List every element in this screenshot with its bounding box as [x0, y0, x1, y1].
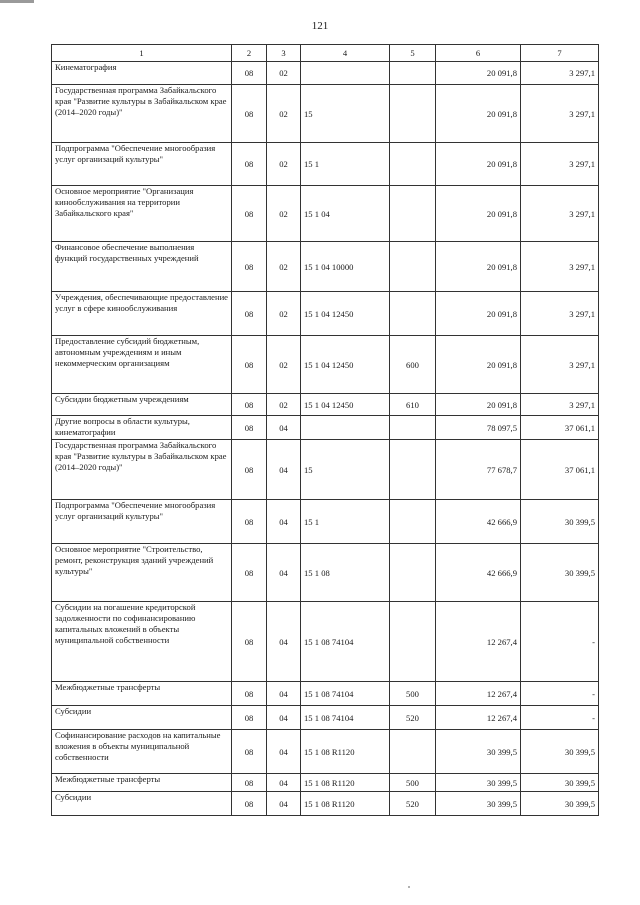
row-amount-2: 3 297,1 — [521, 394, 599, 416]
row-expense-type — [390, 730, 436, 774]
row-subsection: 02 — [267, 143, 301, 186]
row-name: Субсидии на погашение кредиторской задолженности по софинансированию капитальных вложений в объекты муниципальной собственности — [52, 602, 232, 682]
row-subsection: 02 — [267, 242, 301, 292]
table-row — [52, 242, 599, 292]
row-section: 08 — [232, 85, 267, 143]
row-section: 08 — [232, 544, 267, 602]
row-subsection: 04 — [267, 706, 301, 730]
row-section: 08 — [232, 792, 267, 816]
row-amount-1: 30 399,5 — [436, 730, 521, 774]
row-amount-2: 30 399,5 — [521, 730, 599, 774]
row-name: Субсидии — [52, 706, 232, 730]
row-amount-1: 20 091,8 — [436, 394, 521, 416]
row-subsection: 04 — [267, 774, 301, 792]
row-target-code: 15 1 — [301, 500, 390, 544]
budget-table — [51, 44, 599, 816]
row-section: 08 — [232, 774, 267, 792]
row-expense-type: 520 — [390, 706, 436, 730]
row-amount-2: 30 399,5 — [521, 792, 599, 816]
row-amount-1: 20 091,8 — [436, 292, 521, 336]
row-amount-1: 12 267,4 — [436, 682, 521, 706]
row-amount-1: 12 267,4 — [436, 602, 521, 682]
row-subsection: 02 — [267, 85, 301, 143]
row-expense-type: 500 — [390, 682, 436, 706]
row-target-code: 15 1 08 — [301, 544, 390, 602]
row-amount-2: - — [521, 682, 599, 706]
row-subsection: 04 — [267, 440, 301, 500]
row-section: 08 — [232, 706, 267, 730]
row-name: Софинансирование расходов на капитальные вложения в объекты муниципальной собственности — [52, 730, 232, 774]
row-name: Межбюджетные трансферты — [52, 682, 232, 706]
table-row — [52, 682, 599, 706]
row-target-code — [301, 416, 390, 440]
row-amount-1: 20 091,8 — [436, 62, 521, 85]
table-row — [52, 792, 599, 816]
row-name: Другие вопросы в области культуры, кинематографии — [52, 416, 232, 440]
row-amount-2: 30 399,5 — [521, 544, 599, 602]
header-cell: 7 — [521, 45, 599, 62]
row-amount-1: 30 399,5 — [436, 792, 521, 816]
row-name: Основное мероприятие "Строительство, ремонт, реконструкция зданий учреждений культуры" — [52, 544, 232, 602]
row-name: Субсидии — [52, 792, 232, 816]
row-amount-1: 20 091,8 — [436, 85, 521, 143]
row-amount-2: 3 297,1 — [521, 186, 599, 242]
row-subsection: 04 — [267, 544, 301, 602]
scan-speck — [408, 886, 410, 888]
header-cell: 3 — [267, 45, 301, 62]
row-expense-type — [390, 544, 436, 602]
row-name: Подпрограмма "Обеспечение многообразия услуг организаций культуры" — [52, 500, 232, 544]
row-amount-2: - — [521, 602, 599, 682]
row-target-code: 15 1 — [301, 143, 390, 186]
row-expense-type — [390, 440, 436, 500]
table-row — [52, 336, 599, 394]
row-amount-2: - — [521, 706, 599, 730]
row-subsection: 04 — [267, 792, 301, 816]
row-section: 08 — [232, 602, 267, 682]
row-amount-2: 3 297,1 — [521, 242, 599, 292]
row-expense-type — [390, 242, 436, 292]
row-expense-type: 610 — [390, 394, 436, 416]
row-expense-type — [390, 602, 436, 682]
row-subsection: 02 — [267, 62, 301, 85]
row-section: 08 — [232, 416, 267, 440]
row-target-code: 15 1 08 74104 — [301, 706, 390, 730]
row-name: Основное мероприятие "Организация кинообслуживания на территории Забайкальского края" — [52, 186, 232, 242]
table-row — [52, 544, 599, 602]
table-row — [52, 292, 599, 336]
row-amount-2: 3 297,1 — [521, 292, 599, 336]
table-row — [52, 186, 599, 242]
table-row — [52, 706, 599, 730]
row-target-code: 15 1 04 12450 — [301, 394, 390, 416]
row-target-code: 15 1 04 10000 — [301, 242, 390, 292]
row-amount-2: 3 297,1 — [521, 62, 599, 85]
row-target-code: 15 1 08 74104 — [301, 682, 390, 706]
row-name: Субсидии бюджетным учреждениям — [52, 394, 232, 416]
table-row — [52, 774, 599, 792]
row-section: 08 — [232, 62, 267, 85]
row-name: Государственная программа Забайкальского края "Развитие культуры в Забайкальском крае (2014–2020 годы)" — [52, 440, 232, 500]
row-target-code: 15 1 08 74104 — [301, 602, 390, 682]
row-expense-type: 600 — [390, 336, 436, 394]
table-row — [52, 143, 599, 186]
row-section: 08 — [232, 186, 267, 242]
row-expense-type — [390, 62, 436, 85]
row-target-code: 15 1 04 — [301, 186, 390, 242]
row-target-code: 15 1 08 R1120 — [301, 774, 390, 792]
row-amount-1: 42 666,9 — [436, 544, 521, 602]
header-cell: 6 — [436, 45, 521, 62]
row-section: 08 — [232, 500, 267, 544]
row-amount-2: 3 297,1 — [521, 143, 599, 186]
header-cell: 1 — [52, 45, 232, 62]
table-row — [52, 730, 599, 774]
row-amount-2: 30 399,5 — [521, 774, 599, 792]
row-section: 08 — [232, 730, 267, 774]
header-cell: 2 — [232, 45, 267, 62]
row-expense-type — [390, 416, 436, 440]
row-expense-type — [390, 143, 436, 186]
row-name: Государственная программа Забайкальского края "Развитие культуры в Забайкальском крае (2014–2020 годы)" — [52, 85, 232, 143]
row-amount-2: 3 297,1 — [521, 85, 599, 143]
table-row — [52, 85, 599, 143]
header-cell: 4 — [301, 45, 390, 62]
header-row — [52, 45, 599, 62]
row-expense-type: 500 — [390, 774, 436, 792]
row-section: 08 — [232, 440, 267, 500]
row-target-code: 15 1 04 12450 — [301, 292, 390, 336]
row-target-code — [301, 62, 390, 85]
row-target-code: 15 1 04 12450 — [301, 336, 390, 394]
table-row — [52, 440, 599, 500]
row-section: 08 — [232, 682, 267, 706]
row-amount-1: 20 091,8 — [436, 336, 521, 394]
table-row — [52, 602, 599, 682]
row-subsection: 04 — [267, 416, 301, 440]
row-section: 08 — [232, 143, 267, 186]
table-row — [52, 500, 599, 544]
row-expense-type — [390, 500, 436, 544]
row-name: Подпрограмма "Обеспечение многообразия услуг организаций культуры" — [52, 143, 232, 186]
row-target-code: 15 1 08 R1120 — [301, 730, 390, 774]
row-section: 08 — [232, 336, 267, 394]
row-subsection: 04 — [267, 730, 301, 774]
page-number: 121 — [311, 20, 329, 32]
row-section: 08 — [232, 242, 267, 292]
row-subsection: 02 — [267, 394, 301, 416]
row-target-code: 15 — [301, 85, 390, 143]
row-amount-1: 20 091,8 — [436, 186, 521, 242]
row-amount-1: 12 267,4 — [436, 706, 521, 730]
row-name: Учреждения, обеспечивающие предоставление услуг в сфере кинообслуживания — [52, 292, 232, 336]
table-row — [52, 62, 599, 85]
row-expense-type — [390, 186, 436, 242]
row-section: 08 — [232, 394, 267, 416]
row-name: Межбюджетные трансферты — [52, 774, 232, 792]
row-amount-2: 37 061,1 — [521, 440, 599, 500]
row-subsection: 04 — [267, 602, 301, 682]
row-amount-2: 3 297,1 — [521, 336, 599, 394]
row-amount-1: 20 091,8 — [436, 242, 521, 292]
row-target-code: 15 1 08 R1120 — [301, 792, 390, 816]
row-amount-1: 77 678,7 — [436, 440, 521, 500]
row-target-code: 15 — [301, 440, 390, 500]
row-amount-2: 37 061,1 — [521, 416, 599, 440]
row-section: 08 — [232, 292, 267, 336]
row-name: Кинематография — [52, 62, 232, 85]
row-expense-type — [390, 85, 436, 143]
row-amount-1: 78 097,5 — [436, 416, 521, 440]
table-body — [52, 62, 599, 816]
row-name: Финансовое обеспечение выполнения функций государственных учреждений — [52, 242, 232, 292]
row-amount-1: 42 666,9 — [436, 500, 521, 544]
header-cell: 5 — [390, 45, 436, 62]
row-subsection: 04 — [267, 500, 301, 544]
table-row — [52, 416, 599, 440]
row-amount-1: 20 091,8 — [436, 143, 521, 186]
row-amount-2: 30 399,5 — [521, 500, 599, 544]
row-subsection: 02 — [267, 336, 301, 394]
row-name: Предоставление субсидий бюджетным, автономным учреждениям и иным некоммерческим организациям — [52, 336, 232, 394]
table-row — [52, 394, 599, 416]
row-subsection: 02 — [267, 186, 301, 242]
row-amount-1: 30 399,5 — [436, 774, 521, 792]
row-subsection: 04 — [267, 682, 301, 706]
row-expense-type — [390, 292, 436, 336]
row-subsection: 02 — [267, 292, 301, 336]
scan-edge-mark — [0, 0, 34, 3]
row-expense-type: 520 — [390, 792, 436, 816]
